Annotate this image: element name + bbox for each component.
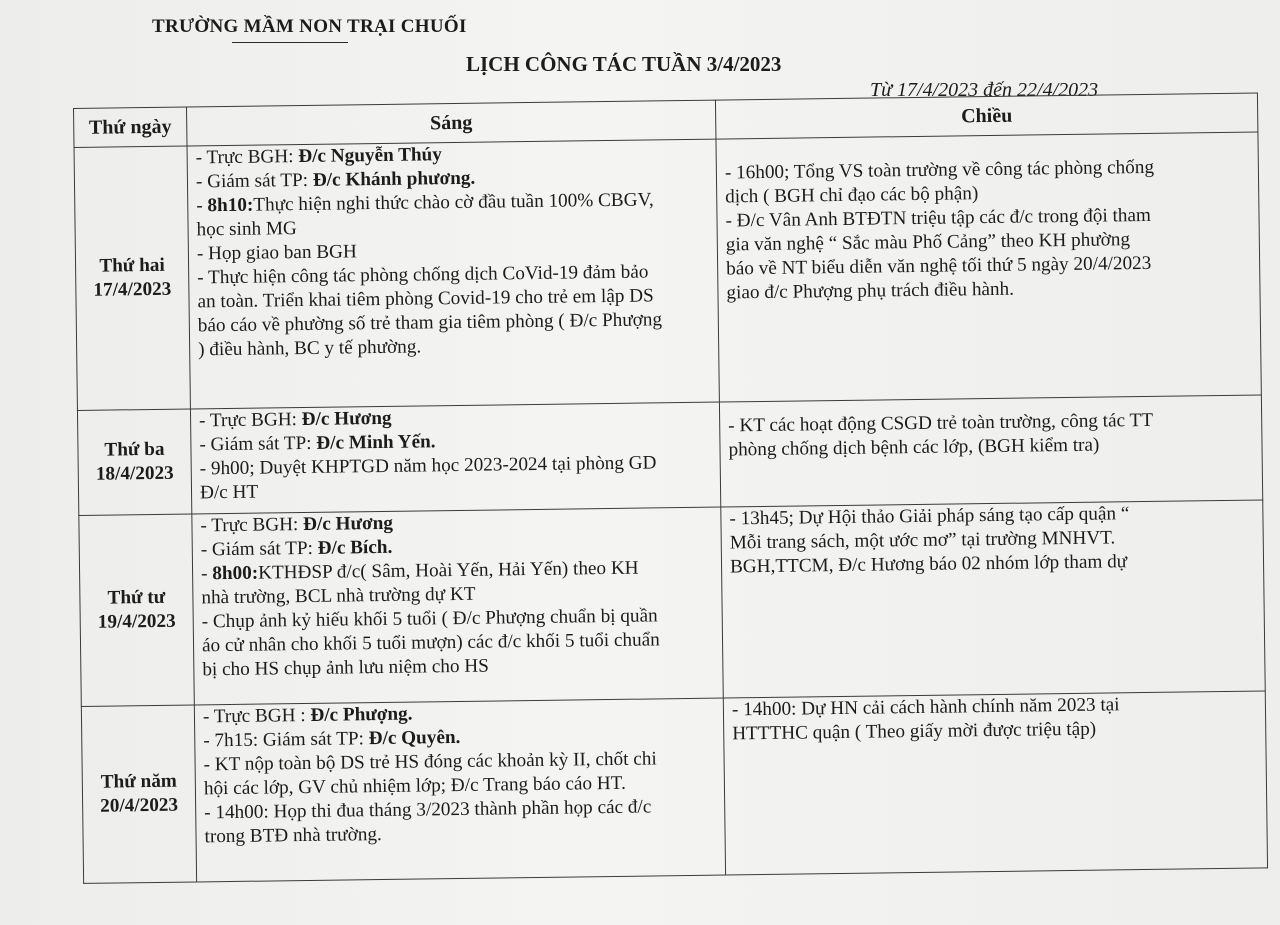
date-range: Từ 17/4/2023 đến 22/4/2023	[870, 79, 1099, 101]
afternoon-line: phòng chống dịch bệnh các lớp, (BGH kiểm tra)	[728, 434, 1100, 461]
emphasis-text: Đ/c Bích.	[317, 536, 393, 559]
column-header-morning: Sáng	[186, 100, 715, 146]
line-text: - Trực BGH :	[202, 704, 311, 728]
line-text: - Giám sát TP:	[195, 169, 314, 193]
line-text: Đ/c HT	[199, 481, 259, 504]
afternoon-line: Mỗi trang sách, một ước mơ” tại trường MNHVT.	[729, 527, 1116, 554]
afternoon-line: - 13h45; Dự Hội thảo Giải pháp sáng tạo cấp quận “	[729, 503, 1130, 530]
schedule-table	[73, 92, 1268, 883]
line-text: -	[196, 195, 208, 217]
line-text: - Trực BGH:	[200, 514, 304, 537]
column-header-day: Thứ ngày	[74, 107, 188, 147]
line-text: học sinh MG	[196, 218, 297, 241]
date-label: 20/4/2023	[100, 794, 179, 817]
morning-cell	[192, 507, 723, 705]
morning-cell	[187, 139, 719, 409]
afternoon-line: báo về NT biểu diễn văn nghệ tối thứ 5 ngày 20/4/2023	[726, 252, 1152, 280]
table-row	[74, 132, 1261, 410]
line-text: - 14h00: Họp thi đua tháng 3/2023 thành phần họp các đ/c	[204, 796, 652, 824]
line-text: - 7h15: Giám sát TP:	[203, 728, 369, 752]
afternoon-line: giao đ/c Phượng phụ trách điều hành.	[726, 278, 1015, 304]
line-text: - Thực hiện công tác phòng chống dịch CoVid-19 đảm bảo	[197, 261, 649, 289]
morning-cell	[194, 698, 725, 882]
afternoon-line: - Đ/c Vân Anh BTĐTN triệu tập các đ/c trong đội tham	[725, 204, 1152, 232]
day-cell	[77, 409, 191, 515]
line-text: báo cáo về phường số trẻ tham gia tiêm phòng ( Đ/c Phượng	[197, 309, 663, 337]
afternoon-cell	[721, 500, 1265, 698]
afternoon-line: - 16h00; Tổng VS toàn trường về công tác phòng chống	[724, 156, 1155, 184]
date-label: 19/4/2023	[97, 610, 176, 633]
line-text: hội các lớp, GV chủ nhiệm lớp; Đ/c Trang báo cáo HT.	[203, 772, 626, 800]
line-text: trong BTĐ nhà trường.	[204, 824, 382, 848]
line-text: - KT nộp toàn bộ DS trẻ HS đóng các khoản kỳ II, chốt chi	[203, 748, 657, 776]
emphasis-text: Đ/c Minh Yến.	[316, 431, 436, 454]
table-row	[81, 691, 1267, 883]
afternoon-cell	[723, 691, 1267, 875]
weekday-label: Thứ hai	[99, 254, 165, 277]
line-text: bị cho HS chụp ảnh lưu niệm cho HS	[202, 655, 489, 681]
weekday-label: Thứ ba	[104, 438, 165, 461]
column-header-afternoon: Chiều	[715, 93, 1257, 139]
emphasis-text: Đ/c Nguyễn Thúy	[298, 144, 443, 168]
morning-cell	[190, 402, 720, 514]
afternoon-line: - 14h00: Dự HN cải cách hành chính năm 2023 tại	[731, 694, 1120, 721]
weekday-label: Thứ năm	[100, 770, 177, 793]
emphasis-text: Đ/c Hương	[301, 407, 392, 431]
date-label: 17/4/2023	[93, 278, 172, 301]
school-name: TRƯỜNG MẦM NON TRẠI CHUỐI	[152, 16, 467, 37]
weekday-label: Thứ tư	[107, 586, 166, 609]
emphasis-text: Đ/c Hương	[302, 512, 394, 536]
line-text: ) điều hành, BC y tế phường.	[198, 336, 422, 361]
line-text: - Trực BGH:	[195, 146, 299, 169]
line-text: Thực hiện nghi thức chào cờ đầu tuần 100% CBGV,	[253, 189, 654, 216]
emphasis-text: Đ/c Phượng.	[310, 703, 413, 726]
afternoon-line: dịch ( BGH chỉ đạo các bộ phận)	[725, 183, 979, 208]
school-name-underline	[232, 42, 348, 43]
line-text: áo cử nhân cho khối 5 tuổi mượn) các đ/c khối 5 tuổi chuẩn	[201, 629, 660, 657]
emphasis-text: Đ/c Quyên.	[368, 726, 461, 750]
line-text: -	[200, 563, 213, 585]
afternoon-line: HTTTHC quận ( Theo giấy mời được triệu tập)	[732, 718, 1097, 745]
line-text: - Họp giao ban BGH	[196, 241, 357, 265]
line-text: - 9h00; Duyệt KHPTGD năm học 2023-2024 tại phòng GD	[199, 452, 657, 480]
table-row	[79, 500, 1265, 706]
afternoon-line: BGH,TTCM, Đ/c Hương báo 02 nhóm lớp tham dự	[729, 551, 1128, 578]
emphasis-text: 8h00:	[212, 562, 259, 585]
emphasis-text: 8h10:	[207, 194, 254, 217]
line-text: KTHĐSP đ/c( Sâm, Hoài Yến, Hải Yến) theo KH	[257, 557, 639, 584]
line-text: an toàn. Triển khai tiêm phòng Covid-19 cho trẻ em lập DS	[197, 285, 654, 313]
day-cell	[81, 705, 196, 883]
afternoon-cell	[716, 132, 1261, 402]
afternoon-line: gia văn nghệ “ Sắc màu Phố Cảng” theo KH phường	[725, 229, 1131, 256]
line-text: - Chụp ảnh kỷ hiếu khối 5 tuổi ( Đ/c Phượng chuẩn bị quần	[201, 605, 658, 633]
day-cell	[74, 146, 190, 410]
line-text: - Giám sát TP:	[200, 537, 318, 561]
afternoon-line: - KT các hoạt động CSGD trẻ toàn trường, công tác TT	[728, 409, 1154, 437]
afternoon-cell	[719, 395, 1262, 507]
line-text: - Trực BGH:	[198, 409, 302, 432]
emphasis-text: Đ/c Khánh phương.	[312, 167, 476, 191]
line-text: nhà trường, BCL nhà trường dự KT	[201, 583, 476, 609]
day-cell	[79, 514, 194, 706]
line-text: - Giám sát TP:	[199, 432, 317, 456]
table-row	[77, 395, 1262, 515]
date-label: 18/4/2023	[95, 462, 174, 485]
page-title: LỊCH CÔNG TÁC TUẦN 3/4/2023	[466, 52, 782, 76]
